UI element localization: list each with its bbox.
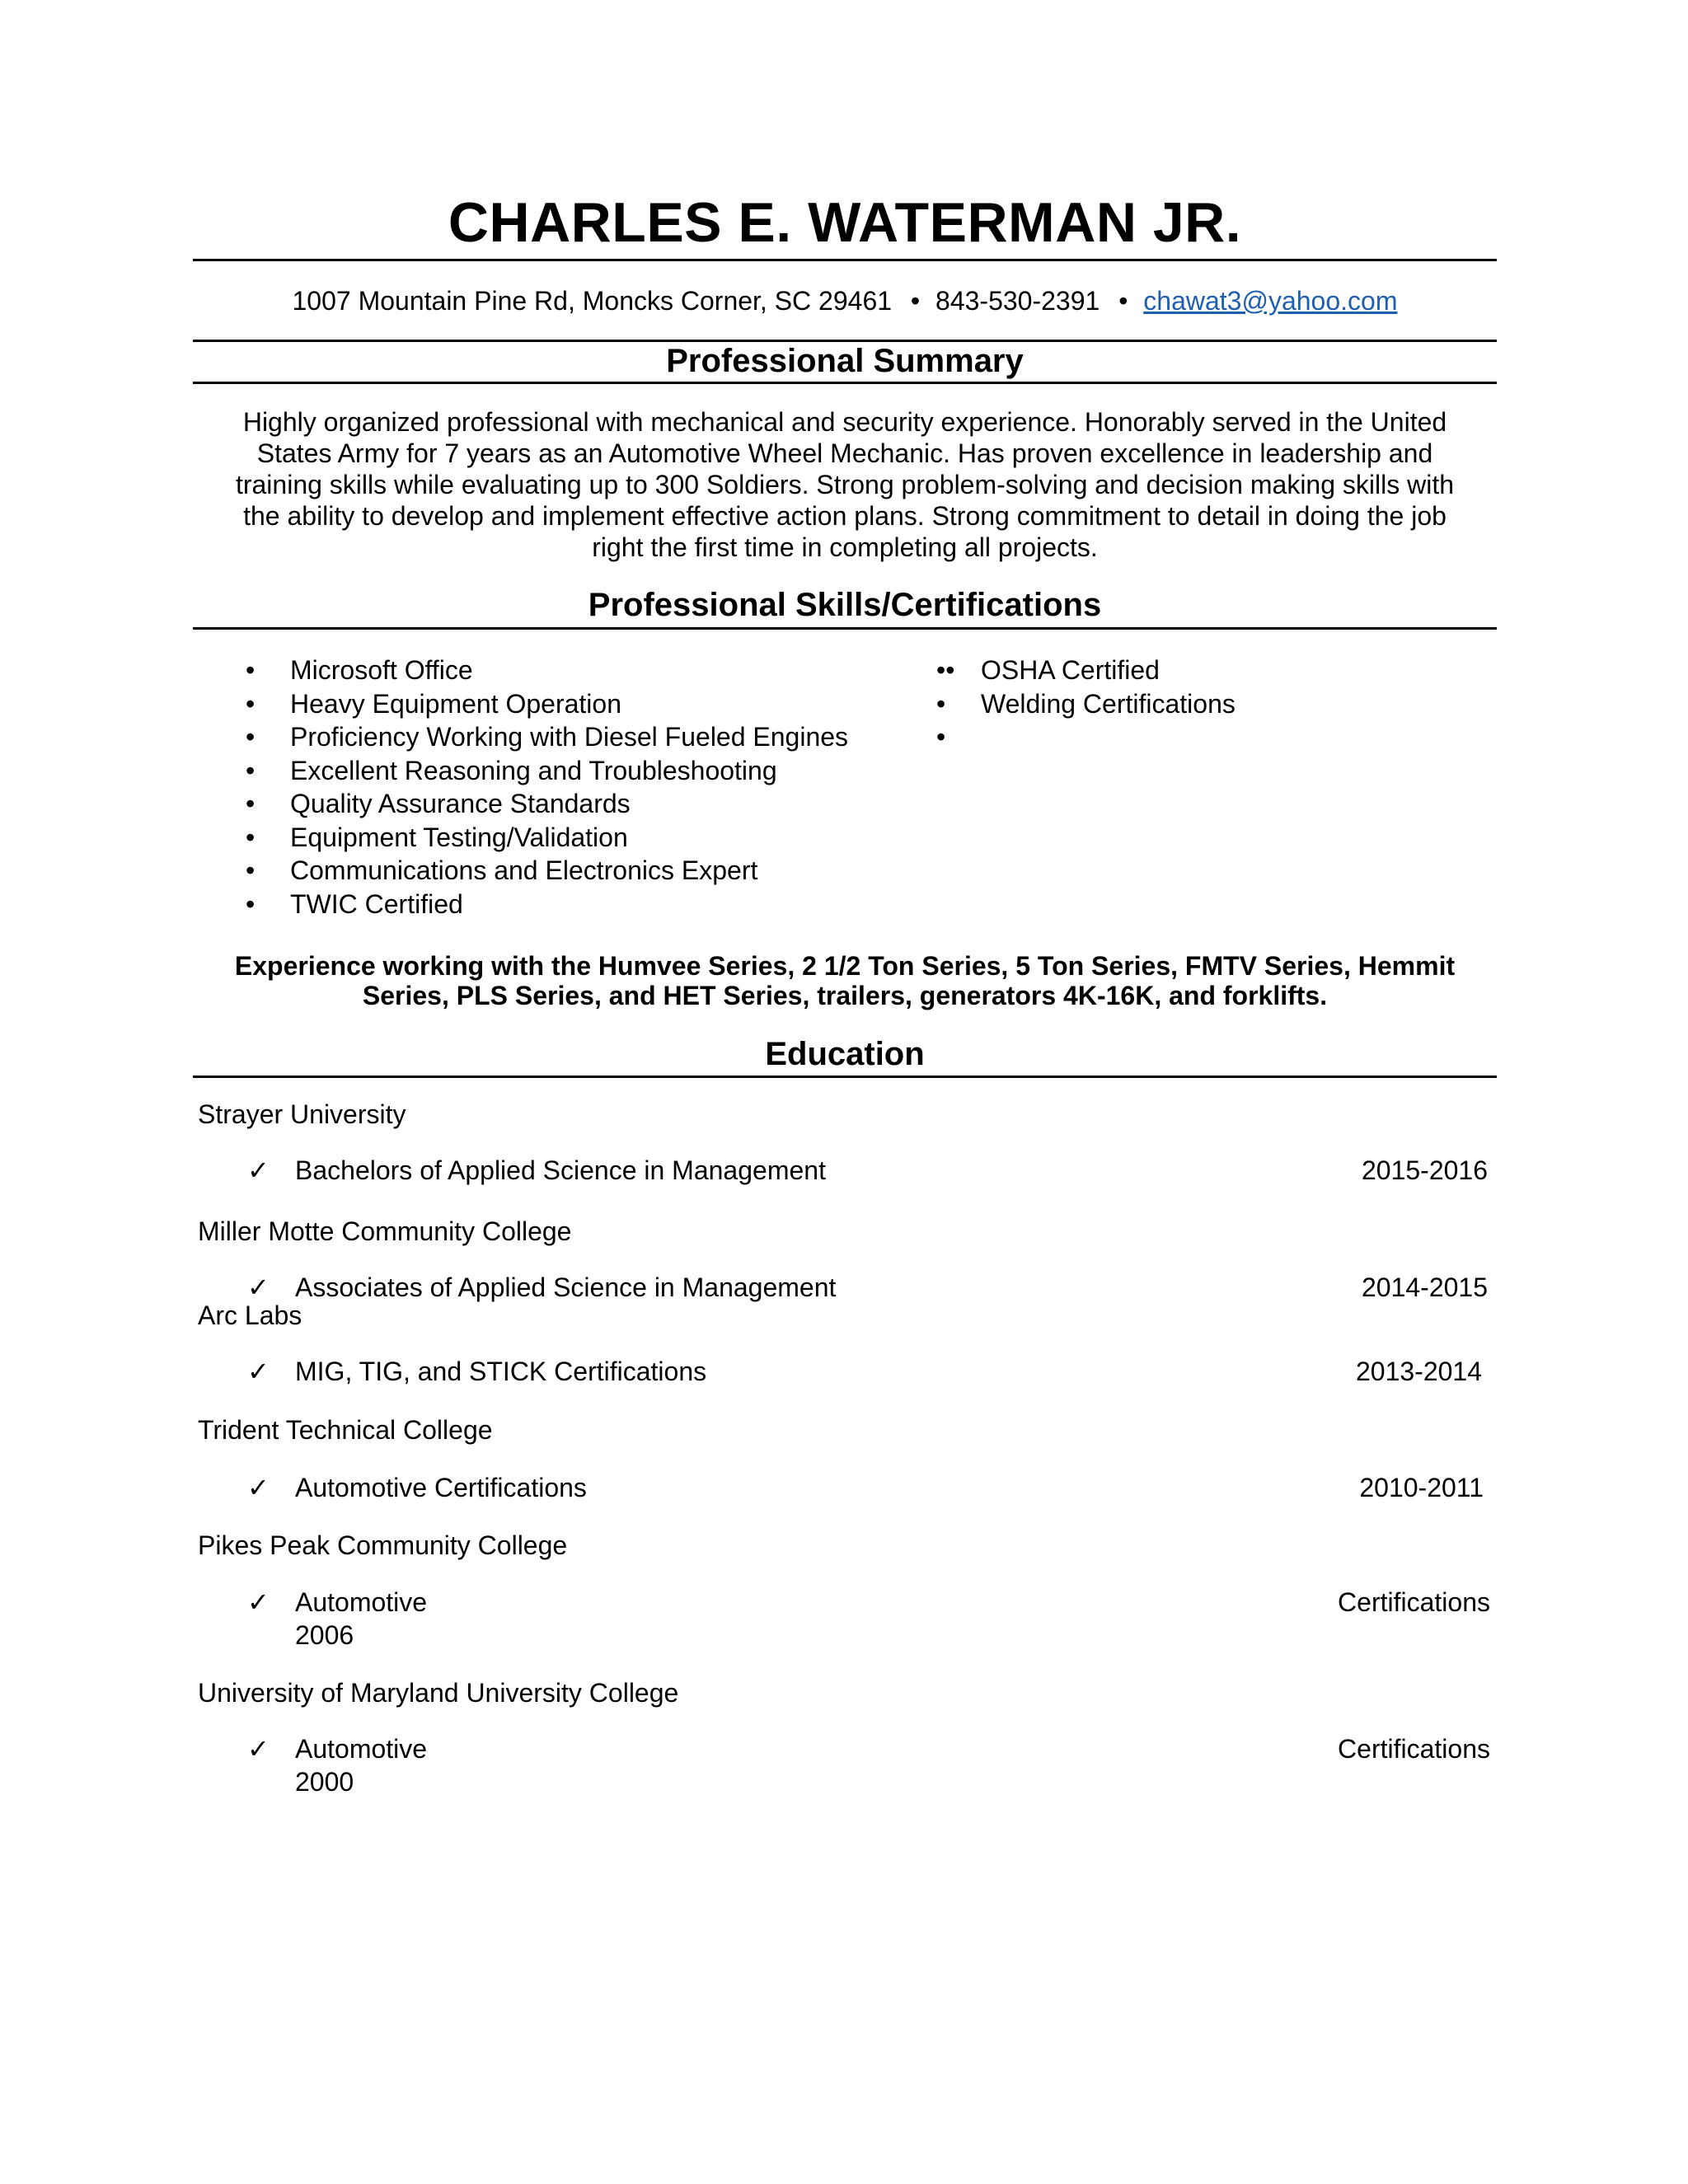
- year: 2006: [295, 1620, 354, 1650]
- check-icon: ✓: [247, 1272, 270, 1302]
- bullet-icon: •: [246, 822, 256, 852]
- year-range: 2010-2011: [1359, 1473, 1484, 1502]
- certifications-label: Certifications: [1338, 1587, 1490, 1617]
- skills-rule: [193, 627, 1497, 630]
- education-title: Education: [765, 1036, 925, 1072]
- year-range: 2013-2014: [1355, 1357, 1482, 1386]
- school-name: Arc Labs: [198, 1301, 302, 1330]
- experience-line: Series, PLS Series, and HET Series, trailers, generators 4K-16K, and forklifts.: [362, 981, 1328, 1010]
- skills-list-right: [936, 654, 1236, 754]
- skill-item: • Equipment Testing/Validation: [246, 821, 848, 855]
- skill-item: [936, 720, 1236, 754]
- experience-text: [193, 951, 1497, 1010]
- degree: Automotive: [295, 1734, 428, 1764]
- bullet-icon: ••: [936, 655, 955, 685]
- education-rule: [193, 1076, 1497, 1078]
- school-name: Strayer University: [198, 1099, 406, 1129]
- summary-line: States Army for 7 years as an Automotive Wheel Mechanic. Has proven excellence in leadership and: [256, 438, 1433, 468]
- bullet-icon: •: [246, 655, 256, 685]
- contact-line: [193, 284, 1497, 317]
- check-icon: ✓: [247, 1155, 270, 1185]
- summary-text: [193, 406, 1497, 563]
- degree: Bachelors of Applied Science in Management: [295, 1155, 826, 1185]
- certifications-label: Certifications: [1338, 1734, 1490, 1764]
- skill-item: •• OSHA Certified: [936, 654, 1236, 687]
- separator-bullet: •: [1118, 286, 1128, 316]
- bullet-icon: •: [246, 855, 256, 885]
- summary-line: training skills while evaluating up to 300 Soldiers. Strong problem-solving and decision making skills with: [235, 470, 1455, 499]
- summary-line: Highly organized professional with mechanical and security experience. Honorably served in the United: [242, 407, 1447, 437]
- separator-bullet: •: [910, 286, 921, 316]
- degree: Automotive: [295, 1587, 428, 1617]
- year-range: 2015-2016: [1361, 1155, 1488, 1185]
- summary-line: the ability to develop and implement effective action plans. Strong commitment to detail in doing the job: [243, 501, 1447, 531]
- header-rule: [193, 259, 1497, 261]
- skill-item: • Excellent Reasoning and Troubleshooting: [246, 754, 848, 788]
- address: 1007 Mountain Pine Rd, Moncks Corner, SC 29461: [292, 286, 893, 316]
- candidate-name: CHARLES E. WATERMAN JR.: [448, 191, 1242, 254]
- bullet-icon: •: [246, 755, 256, 785]
- check-icon: ✓: [247, 1357, 270, 1386]
- school-name: University of Maryland University College: [198, 1678, 679, 1708]
- summary-rule: [193, 382, 1497, 384]
- check-icon: ✓: [247, 1473, 270, 1502]
- year: 2000: [295, 1767, 354, 1797]
- skills-title: Professional Skills/Certifications: [588, 587, 1102, 623]
- bullet-icon: •: [246, 688, 256, 719]
- skill-item: • Microsoft Office: [246, 654, 848, 687]
- summary-line: right the first time in completing all projects.: [592, 532, 1098, 562]
- skill-item: • TWIC Certified: [246, 888, 848, 921]
- email-link[interactable]: chawat3@yahoo.com: [1143, 286, 1398, 316]
- school-name: Pikes Peak Community College: [198, 1530, 568, 1560]
- bullet-icon: •: [246, 789, 256, 818]
- degree: Automotive Certifications: [295, 1473, 587, 1502]
- bullet-icon: •: [936, 688, 946, 719]
- check-icon: ✓: [247, 1587, 270, 1617]
- phone: 843-530-2391: [935, 286, 1100, 316]
- check-icon: ✓: [247, 1734, 270, 1764]
- skill-item: • Communications and Electronics Expert: [246, 854, 848, 888]
- skills-list-left: [246, 654, 848, 921]
- degree: MIG, TIG, and STICK Certifications: [295, 1357, 707, 1386]
- skill-item: • Welding Certifications: [936, 687, 1236, 721]
- bullet-icon: •: [246, 722, 256, 752]
- year-range: 2014-2015: [1361, 1272, 1488, 1302]
- summary-title: Professional Summary: [666, 343, 1024, 379]
- school-name: Miller Motte Community College: [198, 1216, 572, 1246]
- degree: Associates of Applied Science in Management: [295, 1272, 837, 1302]
- skill-item: • Proficiency Working with Diesel Fueled Engines: [246, 720, 848, 754]
- bullet-icon: •: [936, 722, 946, 752]
- skill-item: • Quality Assurance Standards: [246, 787, 848, 821]
- school-name: Trident Technical College: [198, 1415, 493, 1445]
- bullet-icon: •: [246, 888, 256, 919]
- skill-item: • Heavy Equipment Operation: [246, 687, 848, 721]
- experience-line: Experience working with the Humvee Series, 2 1/2 Ton Series, 5 Ton Series, FMTV Series, Hemmit: [234, 951, 1456, 981]
